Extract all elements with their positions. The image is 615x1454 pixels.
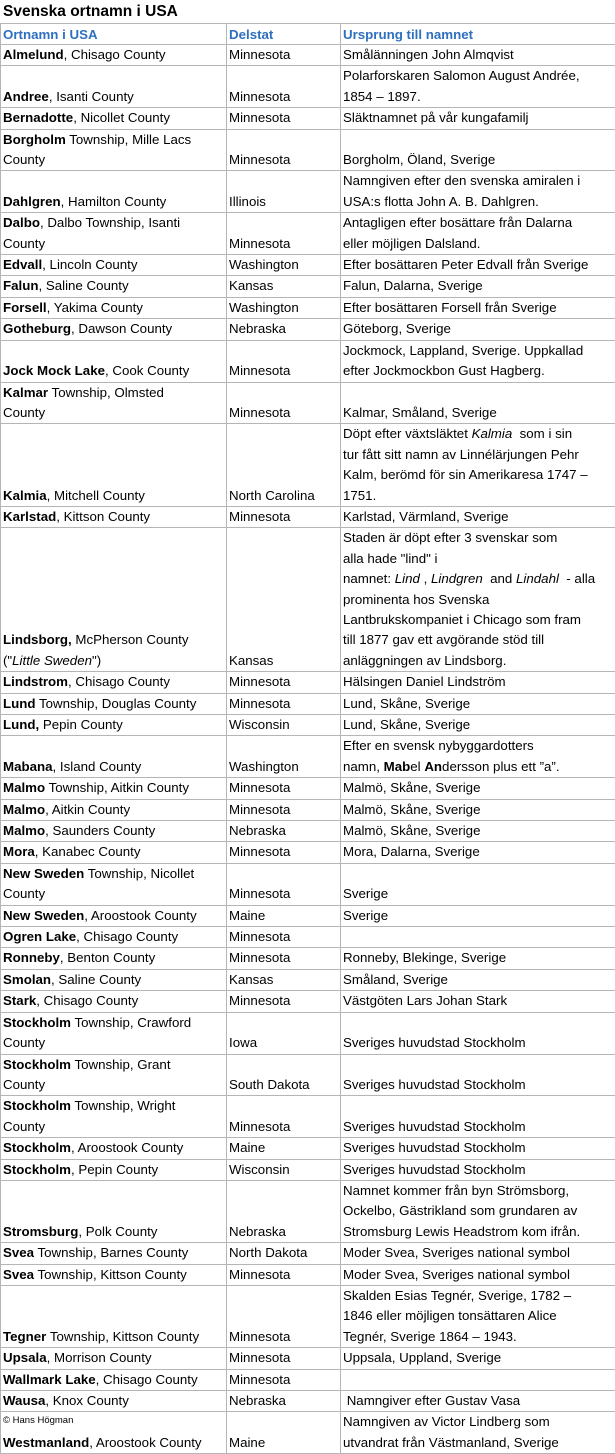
table-row xyxy=(1,506,615,527)
state-cell: North Dakota xyxy=(227,1243,341,1264)
place-cell: Westmanland, Aroostook County xyxy=(1,1412,227,1454)
origin-cell: Kalmar, Småland, Sverige xyxy=(341,382,615,424)
table-row xyxy=(1,129,615,171)
place-cell: Malmo, Aitkin County xyxy=(1,799,227,820)
table-row xyxy=(1,969,615,990)
origin-cell: Lund, Skåne, Sverige xyxy=(341,715,615,736)
table-row xyxy=(1,1264,615,1285)
place-cell: Borgholm Township, Mille Lacs County xyxy=(1,129,227,171)
place-cell: Bernadotte, Nicollet County xyxy=(1,108,227,129)
table-row xyxy=(1,842,615,863)
origin-cell: Släktnamnet på vår kungafamilj xyxy=(341,108,615,129)
origin-cell: Namngiven efter den svenska amiralen i USA:s flotta John A. B. Dahlgren. xyxy=(341,171,615,213)
place-cell: Dahlgren, Hamilton County xyxy=(1,171,227,213)
origin-cell: Polarforskaren Salomon August Andrée, 1854 – 1897. xyxy=(341,66,615,108)
table-row xyxy=(1,66,615,108)
table-row xyxy=(1,297,615,318)
origin-cell: Malmö, Skåne, Sverige xyxy=(341,778,615,799)
origin-cell: Lund, Skåne, Sverige xyxy=(341,693,615,714)
table-row xyxy=(1,528,615,672)
state-cell: Nebraska xyxy=(227,1180,341,1242)
state-cell: Minnesota xyxy=(227,1285,341,1347)
origin-cell: Sverige xyxy=(341,905,615,926)
origin-cell: Falun, Dalarna, Sverige xyxy=(341,276,615,297)
place-cell: Stockholm, Aroostook County xyxy=(1,1138,227,1159)
table-row xyxy=(1,1138,615,1159)
origin-cell: Malmö, Skåne, Sverige xyxy=(341,821,615,842)
table-row xyxy=(1,715,615,736)
origin-cell: Efter bosättaren Forsell från Sverige xyxy=(341,297,615,318)
place-cell: Stockholm Township, Wright County xyxy=(1,1096,227,1138)
table-row xyxy=(1,1012,615,1054)
place-cell: Lund Township, Douglas County xyxy=(1,693,227,714)
place-cell: Wallmark Lake, Chisago County xyxy=(1,1369,227,1390)
origin-cell: Västgöten Lars Johan Stark xyxy=(341,991,615,1012)
state-cell: Minnesota xyxy=(227,506,341,527)
state-cell: Minnesota xyxy=(227,1369,341,1390)
place-cell: Kalmia, Mitchell County xyxy=(1,424,227,507)
origin-cell: Småland, Sverige xyxy=(341,969,615,990)
place-cell: Kalmar Township, Olmsted County xyxy=(1,382,227,424)
place-cell: Lindsborg, McPherson County ("Little Sweden") xyxy=(1,528,227,672)
origin-cell: Antagligen efter bosättare från Dalarna eller möjligen Dalsland. xyxy=(341,213,615,255)
origin-cell: Efter bosättaren Peter Edvall från Sverige xyxy=(341,255,615,276)
place-cell: Gotheburg, Dawson County xyxy=(1,319,227,340)
state-cell: Maine xyxy=(227,905,341,926)
table-row xyxy=(1,319,615,340)
copyright-footer: © Hans Högman xyxy=(3,1415,73,1426)
state-cell: Minnesota xyxy=(227,991,341,1012)
place-cell: Lindstrom, Chisago County xyxy=(1,672,227,693)
place-cell: Malmo, Saunders County xyxy=(1,821,227,842)
state-cell: Iowa xyxy=(227,1012,341,1054)
table-row xyxy=(1,778,615,799)
origin-cell: Moder Svea, Sveriges national symbol xyxy=(341,1264,615,1285)
table-row xyxy=(1,693,615,714)
table-row xyxy=(1,905,615,926)
page-title: Svenska ortnamn i USA xyxy=(3,2,178,22)
state-cell: Minnesota xyxy=(227,45,341,66)
origin-cell: Uppsala, Uppland, Sverige xyxy=(341,1348,615,1369)
origin-cell: Moder Svea, Sveriges national symbol xyxy=(341,1243,615,1264)
state-cell: Minnesota xyxy=(227,1264,341,1285)
origin-cell: Sveriges huvudstad Stockholm xyxy=(341,1096,615,1138)
state-cell: Minnesota xyxy=(227,340,341,382)
table-row xyxy=(1,424,615,507)
header-state: Delstat xyxy=(227,24,341,45)
place-cell: Svea Township, Kittson County xyxy=(1,1264,227,1285)
table-row xyxy=(1,340,615,382)
table-row xyxy=(1,213,615,255)
origin-cell: Göteborg, Sverige xyxy=(341,319,615,340)
origin-cell: Sveriges huvudstad Stockholm xyxy=(341,1012,615,1054)
state-cell: Minnesota xyxy=(227,108,341,129)
table-row xyxy=(1,276,615,297)
table-row xyxy=(1,948,615,969)
place-cell: Forsell, Yakima County xyxy=(1,297,227,318)
origin-cell: Namngiver efter Gustav Vasa xyxy=(341,1391,615,1412)
place-cell: Stockholm Township, Crawford County xyxy=(1,1012,227,1054)
origin-cell: Sverige xyxy=(341,863,615,905)
place-cell: Upsala, Morrison County xyxy=(1,1348,227,1369)
place-cell: Mabana, Island County xyxy=(1,736,227,778)
state-cell: Washington xyxy=(227,736,341,778)
place-cell: Jock Mock Lake, Cook County xyxy=(1,340,227,382)
state-cell: North Carolina xyxy=(227,424,341,507)
state-cell: South Dakota xyxy=(227,1054,341,1096)
place-cell: Dalbo, Dalbo Township, Isanti County xyxy=(1,213,227,255)
state-cell: Nebraska xyxy=(227,1391,341,1412)
table-row xyxy=(1,171,615,213)
state-cell: Washington xyxy=(227,297,341,318)
state-cell: Minnesota xyxy=(227,672,341,693)
origin-cell: Efter en svensk nybyggardotters namn, Mabel Andersson plus ett ”a”. xyxy=(341,736,615,778)
origin-cell: Sveriges huvudstad Stockholm xyxy=(341,1159,615,1180)
place-cell: Malmo Township, Aitkin County xyxy=(1,778,227,799)
place-cell: New Sweden, Aroostook County xyxy=(1,905,227,926)
state-cell: Minnesota xyxy=(227,66,341,108)
state-cell: Minnesota xyxy=(227,842,341,863)
origin-cell: Sveriges huvudstad Stockholm xyxy=(341,1138,615,1159)
state-cell: Kansas xyxy=(227,969,341,990)
place-cell: Andree, Isanti County xyxy=(1,66,227,108)
table-row xyxy=(1,1243,615,1264)
origin-cell: Döpt efter växtsläktet Kalmia som i sin tur fått sitt namn av Linnélärjungen Pehr Kalm, berömd för sin Amerikaresa 1747 – 1751. xyxy=(341,424,615,507)
state-cell: Minnesota xyxy=(227,863,341,905)
table-row xyxy=(1,45,615,66)
state-cell: Minnesota xyxy=(227,927,341,948)
origin-cell: Jockmock, Lappland, Sverige. Uppkallad efter Jockmockbon Gust Hagberg. xyxy=(341,340,615,382)
place-cell: Wausa, Knox County xyxy=(1,1391,227,1412)
place-cell: Mora, Kanabec County xyxy=(1,842,227,863)
origin-cell xyxy=(341,927,615,948)
place-cell: Ronneby, Benton County xyxy=(1,948,227,969)
table-row xyxy=(1,1054,615,1096)
place-names-table xyxy=(0,23,615,1454)
table-row xyxy=(1,927,615,948)
origin-cell: Karlstad, Värmland, Sverige xyxy=(341,506,615,527)
table-row xyxy=(1,1285,615,1347)
state-cell: Maine xyxy=(227,1138,341,1159)
origin-cell: Hälsingen Daniel Lindström xyxy=(341,672,615,693)
origin-cell: Mora, Dalarna, Sverige xyxy=(341,842,615,863)
place-cell: Smolan, Saline County xyxy=(1,969,227,990)
state-cell: Minnesota xyxy=(227,948,341,969)
table-row xyxy=(1,1369,615,1390)
place-cell: Stromsburg, Polk County xyxy=(1,1180,227,1242)
table-row xyxy=(1,863,615,905)
state-cell: Minnesota xyxy=(227,778,341,799)
origin-cell: Skalden Esias Tegnér, Sverige, 1782 – 1846 eller möjligen tonsättaren Alice Tegnér, Sverige 1864 – 1943. xyxy=(341,1285,615,1347)
place-cell: Almelund, Chisago County xyxy=(1,45,227,66)
place-cell: Stockholm Township, Grant County xyxy=(1,1054,227,1096)
state-cell: Washington xyxy=(227,255,341,276)
table-row xyxy=(1,799,615,820)
state-cell: Minnesota xyxy=(227,129,341,171)
table-row xyxy=(1,672,615,693)
place-cell: Ogren Lake, Chisago County xyxy=(1,927,227,948)
origin-cell: Namngiven av Victor Lindberg som utvandrat från Västmanland, Sverige xyxy=(341,1412,615,1454)
place-cell: Karlstad, Kittson County xyxy=(1,506,227,527)
state-cell: Kansas xyxy=(227,276,341,297)
origin-cell: Sveriges huvudstad Stockholm xyxy=(341,1054,615,1096)
origin-cell: Ronneby, Blekinge, Sverige xyxy=(341,948,615,969)
state-cell: Nebraska xyxy=(227,319,341,340)
table-row xyxy=(1,1159,615,1180)
place-cell: Edvall, Lincoln County xyxy=(1,255,227,276)
state-cell: Minnesota xyxy=(227,799,341,820)
state-cell: Wisconsin xyxy=(227,715,341,736)
origin-cell: Malmö, Skåne, Sverige xyxy=(341,799,615,820)
origin-cell: Smålänningen John Almqvist xyxy=(341,45,615,66)
place-cell: New Sweden Township, Nicollet County xyxy=(1,863,227,905)
state-cell: Minnesota xyxy=(227,213,341,255)
header-origin: Ursprung till namnet xyxy=(341,24,615,45)
table-header-row xyxy=(1,24,615,45)
table-row xyxy=(1,108,615,129)
table-row xyxy=(1,1412,615,1454)
state-cell: Minnesota xyxy=(227,382,341,424)
place-cell: Svea Township, Barnes County xyxy=(1,1243,227,1264)
table-row xyxy=(1,736,615,778)
table-row xyxy=(1,821,615,842)
state-cell: Nebraska xyxy=(227,821,341,842)
state-cell: Illinois xyxy=(227,171,341,213)
state-cell: Minnesota xyxy=(227,1348,341,1369)
state-cell: Maine xyxy=(227,1412,341,1454)
state-cell: Wisconsin xyxy=(227,1159,341,1180)
state-cell: Kansas xyxy=(227,528,341,672)
table-row xyxy=(1,1348,615,1369)
origin-cell xyxy=(341,1369,615,1390)
state-cell: Minnesota xyxy=(227,1096,341,1138)
origin-cell: Staden är döpt efter 3 svenskar som alla hade "lind" i namnet: Lind , Lindgren and Lindahl - alla prominenta hos Svenska Lantbrukskompaniet i Chicago som fram till 1877 gav ett avgörande stöd till anläggningen av Lindsborg. xyxy=(341,528,615,672)
table-row xyxy=(1,991,615,1012)
origin-cell: Borgholm, Öland, Sverige xyxy=(341,129,615,171)
table-row xyxy=(1,255,615,276)
table-row xyxy=(1,1180,615,1242)
place-cell: Stark, Chisago County xyxy=(1,991,227,1012)
table-row xyxy=(1,382,615,424)
state-cell: Minnesota xyxy=(227,693,341,714)
place-cell: Stockholm, Pepin County xyxy=(1,1159,227,1180)
table-row xyxy=(1,1391,615,1412)
origin-cell: Namnet kommer från byn Strömsborg, Ockelbo, Gästrikland som grundaren av Stromsburg Lewis Headstrom kom ifrån. xyxy=(341,1180,615,1242)
place-cell: Tegner Township, Kittson County xyxy=(1,1285,227,1347)
header-place-name: Ortnamn i USA xyxy=(1,24,227,45)
place-cell: Falun, Saline County xyxy=(1,276,227,297)
table-row xyxy=(1,1096,615,1138)
place-cell: Lund, Pepin County xyxy=(1,715,227,736)
